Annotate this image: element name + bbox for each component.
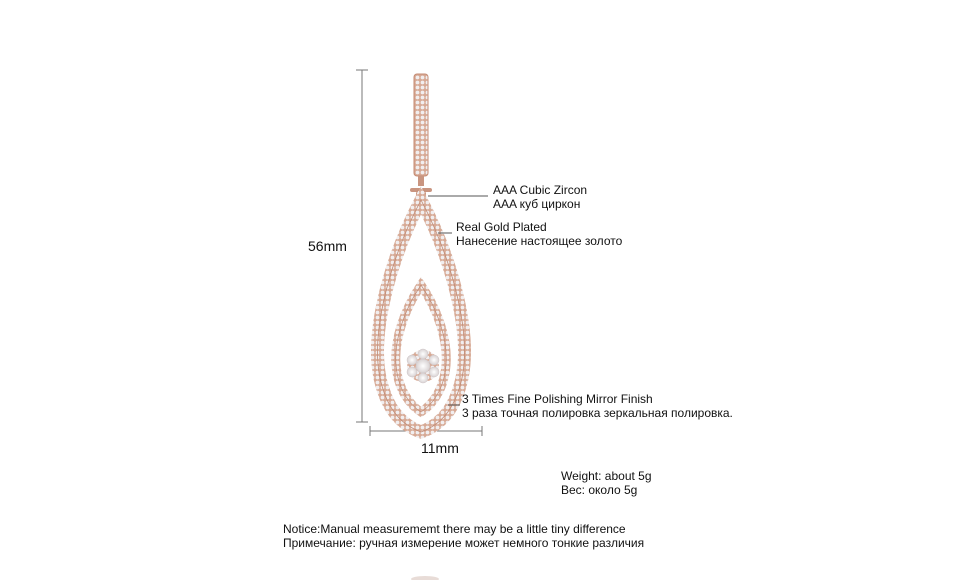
weight-en: Weight: about 5g (561, 469, 652, 483)
notice-en: Notice:Manual measurememt there may be a little tiny difference (283, 522, 626, 536)
height-dimension-line (356, 70, 368, 422)
zircon-label-ru: AAA куб циркон (493, 197, 581, 211)
height-label: 56mm (308, 238, 347, 254)
polish-label-ru: 3 раза точная полировка зеркальная полировка. (462, 406, 733, 420)
zircon-label-en: AAA Cubic Zircon (493, 183, 588, 197)
gold-label-en: Real Gold Plated (456, 220, 547, 234)
notice-ru: Примечание: ручная измерение может немного тонкие различия (283, 536, 645, 550)
weight-ru: Вес: около 5g (561, 483, 638, 497)
polish-label-en: 3 Times Fine Polishing Mirror Finish (462, 392, 653, 406)
earring (378, 74, 465, 432)
width-label: 11mm (421, 440, 459, 456)
reflection (411, 576, 439, 580)
gold-label-ru: Нанесение настоящее золото (456, 234, 623, 248)
